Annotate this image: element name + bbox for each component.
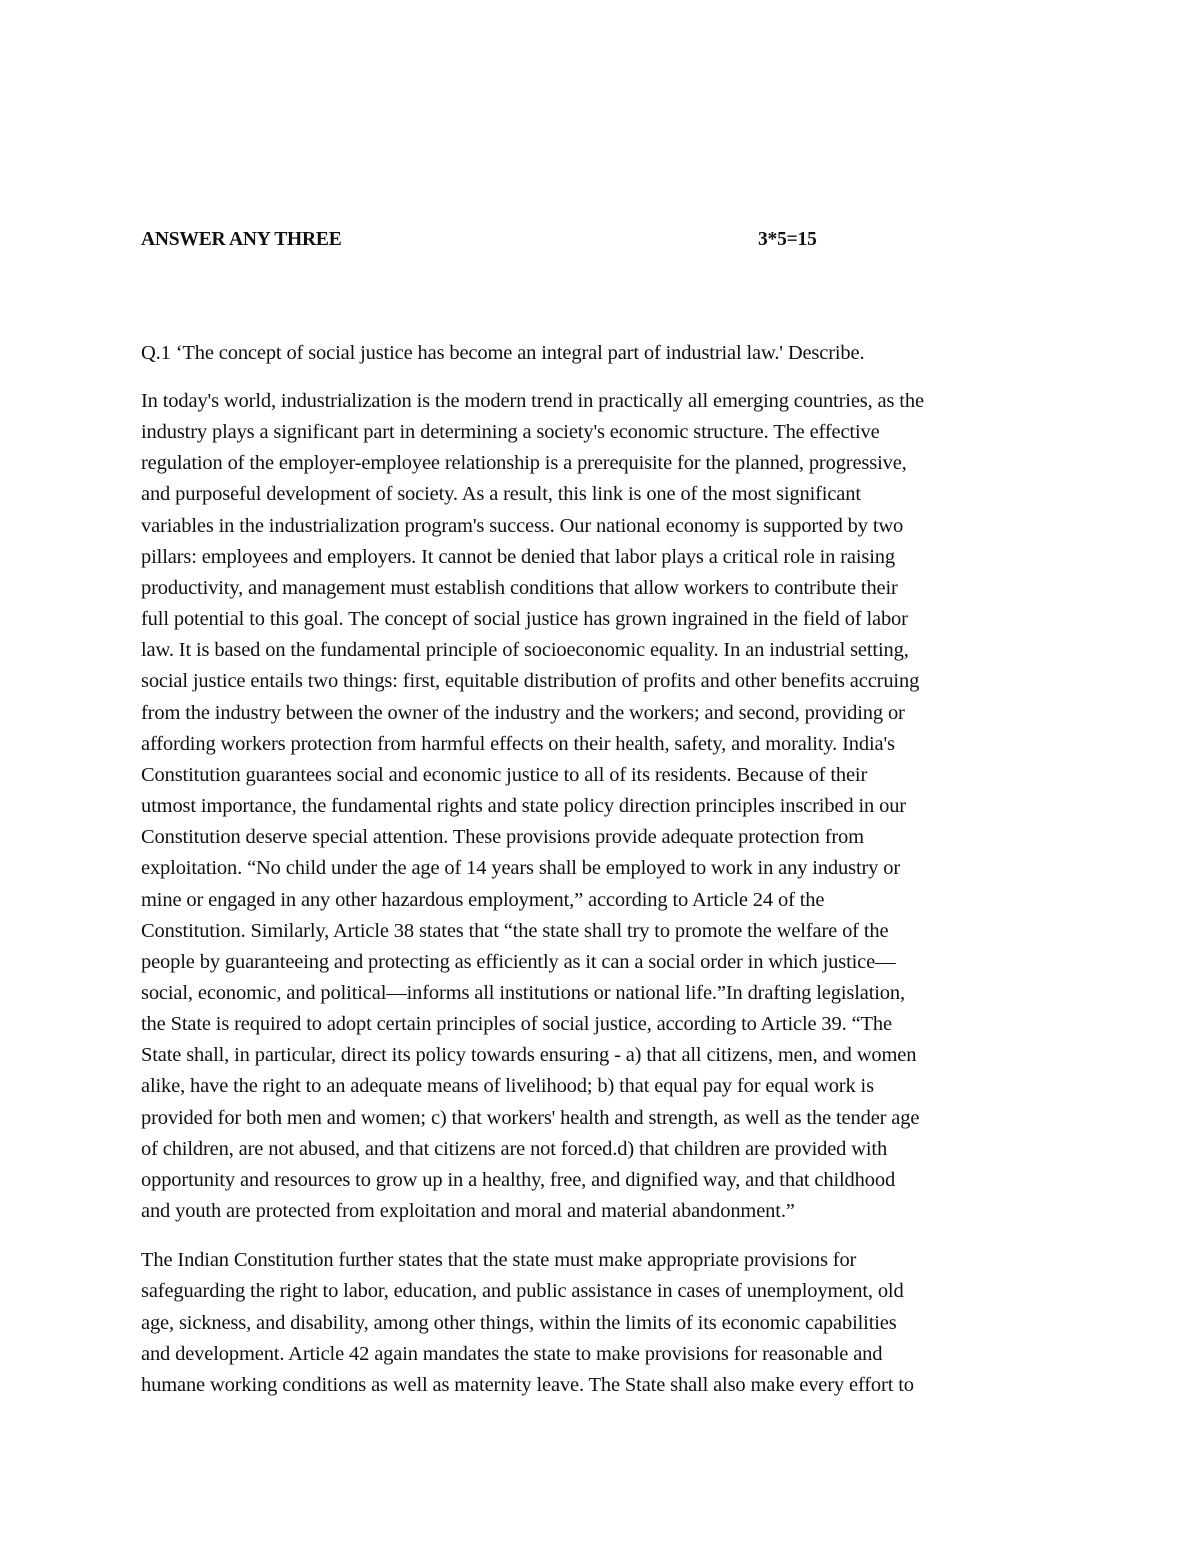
paragraph-line: pillars: employees and employers. It cannot be denied that labor plays a critical role in raising: [141, 545, 895, 568]
exam-header: [141, 229, 1066, 261]
answer-paragraph-2: [141, 1245, 1066, 1401]
paragraph-line: alike, have the right to an adequate means of livelihood; b) that equal pay for equal work is: [141, 1075, 874, 1098]
paragraph-line: variables in the industrialization program's success. Our national economy is supported by two: [141, 514, 904, 537]
paragraph-line: the State is required to adopt certain principles of social justice, according to Article 39. “The: [141, 1013, 892, 1036]
paragraph-line: from the industry between the owner of the industry and the workers; and second, providing or: [141, 701, 905, 724]
paragraph-line: The Indian Constitution further states that the state must make appropriate provisions for: [141, 1249, 857, 1272]
paragraph-line: industry plays a significant part in determining a society's economic structure. The effective: [141, 421, 880, 444]
paragraph-line: full potential to this goal. The concept of social justice has grown ingrained in the field of labor: [141, 608, 908, 631]
paragraph-line: State shall, in particular, direct its policy towards ensuring - a) that all citizens, men, and women: [141, 1044, 917, 1067]
paragraph-line: and purposeful development of society. As a result, this link is one of the most significant: [141, 483, 861, 506]
paragraph-line: Constitution guarantees social and economic justice to all of its residents. Because of their: [141, 763, 868, 786]
instruction-heading: ANSWER ANY THREE: [141, 229, 342, 250]
paragraph-line: opportunity and resources to grow up in a healthy, free, and dignified way, and that childhood: [141, 1168, 896, 1191]
paragraph-line: people by guaranteeing and protecting as efficiently as it can a social order in which justice—: [141, 950, 896, 973]
paragraph-line: utmost importance, the fundamental rights and state policy direction principles inscribed in our: [141, 795, 906, 818]
paragraph-line: regulation of the employer-employee relationship is a prerequisite for the planned, progressive,: [141, 452, 907, 475]
paragraph-line: social, economic, and political—informs all institutions or national life.”In drafting legislation,: [141, 981, 905, 1004]
paragraph-line: Constitution. Similarly, Article 38 states that “the state shall try to promote the welfare of the: [141, 919, 889, 942]
paragraph-line: safeguarding the right to labor, education, and public assistance in cases of unemployment, old: [141, 1280, 904, 1303]
document-page: [141, 229, 1066, 1401]
paragraph-line: and development. Article 42 again mandates the state to make provisions for reasonable and: [141, 1342, 883, 1365]
paragraph-line: and youth are protected from exploitation and moral and material abandonment.”: [141, 1200, 795, 1223]
paragraph-line: mine or engaged in any other hazardous employment,” according to Article 24 of the: [141, 888, 825, 911]
paragraph-line: exploitation. “No child under the age of 14 years shall be employed to work in any industry or: [141, 857, 901, 880]
paragraph-line: social justice entails two things: first, equitable distribution of profits and other benefits accruing: [141, 670, 920, 693]
question-text: Q.1 ‘The concept of social justice has become an integral part of industrial law.' Describe.: [141, 342, 865, 364]
paragraph-line: humane working conditions as well as maternity leave. The State shall also make every effort to: [141, 1373, 914, 1396]
paragraph-line: age, sickness, and disability, among other things, within the limits of its economic capabilities: [141, 1311, 897, 1334]
paragraph-line: Constitution deserve special attention. These provisions provide adequate protection from: [141, 826, 864, 849]
paragraph-line: law. It is based on the fundamental principle of socioeconomic equality. In an industrial setting,: [141, 639, 909, 662]
paragraph-line: provided for both men and women; c) that workers' health and strength, as well as the tender age: [141, 1106, 920, 1129]
paragraph-line: productivity, and management must establish conditions that allow workers to contribute their: [141, 576, 898, 599]
answer-paragraph-1: [141, 386, 1066, 1227]
paragraph-line: affording workers protection from harmful effects on their health, safety, and morality. India's: [141, 732, 895, 755]
paragraph-line: In today's world, industrialization is the modern trend in practically all emerging countries, as the: [141, 390, 924, 412]
paragraph-line: of children, are not abused, and that citizens are not forced.d) that children are provided with: [141, 1137, 888, 1160]
marks-heading: 3*5=15: [758, 229, 817, 250]
